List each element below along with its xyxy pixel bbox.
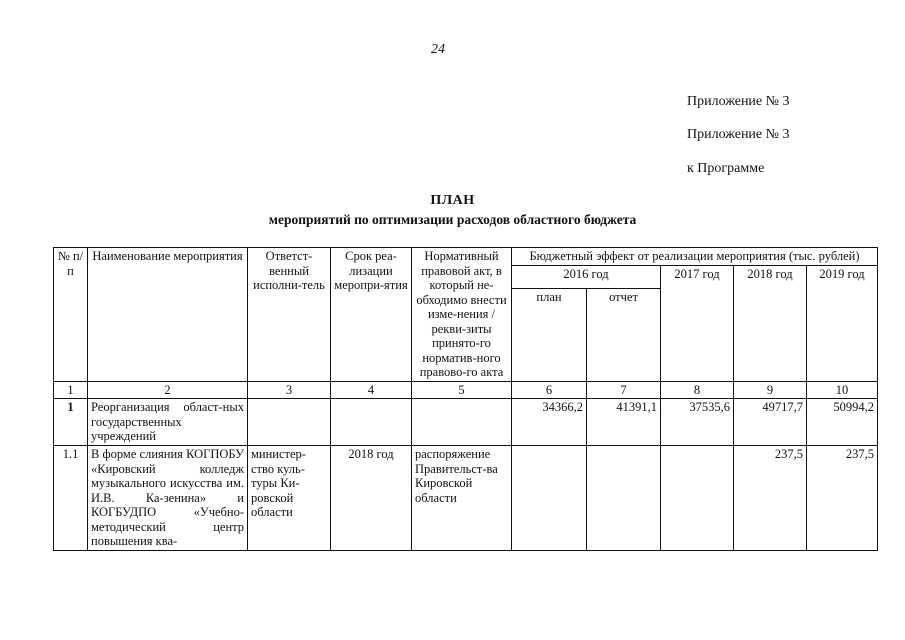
header-deadline: Срок реа-лизации меропри-ятия bbox=[331, 248, 412, 382]
header-plan: план bbox=[512, 288, 587, 381]
row-deadline bbox=[331, 399, 412, 446]
row-name: Реорганизация област-ных государственных учреждений bbox=[88, 399, 248, 446]
row-plan-2016 bbox=[512, 446, 587, 551]
column-number: 6 bbox=[512, 381, 587, 399]
header-budget-effect: Бюджетный эффект от реализации мероприятия (тыс. рублей) bbox=[512, 248, 878, 266]
document-title: ПЛАН bbox=[430, 193, 475, 208]
header-responsible: Ответст-венный исполни-тель bbox=[248, 248, 331, 382]
header-legal-act: Нормативный правовой акт, в который не-обходимо внести изме-нения / рекви-зиты принято-го норматив-ного правово-го акта bbox=[412, 248, 512, 382]
column-number: 8 bbox=[661, 381, 734, 399]
row-num: 1 bbox=[54, 399, 88, 446]
column-number-row bbox=[54, 381, 878, 399]
column-number: 4 bbox=[331, 381, 412, 399]
column-number: 5 bbox=[412, 381, 512, 399]
appendix-line-2: Приложение № 3 bbox=[687, 127, 790, 142]
column-number: 9 bbox=[734, 381, 807, 399]
row-responsible bbox=[248, 399, 331, 446]
header-name: Наименование мероприятия bbox=[88, 248, 248, 382]
row-value-2019: 237,5 bbox=[807, 446, 878, 551]
appendix-line-3: к Программе bbox=[687, 161, 765, 176]
column-number: 2 bbox=[88, 381, 248, 399]
row-value-2017: 37535,6 bbox=[661, 399, 734, 446]
header-year-2017: 2017 год bbox=[661, 265, 734, 381]
document-subtitle: мероприятий по оптимизации расходов областного бюджета bbox=[268, 212, 637, 227]
row-deadline: 2018 год bbox=[331, 446, 412, 551]
row-value-2017 bbox=[661, 446, 734, 551]
row-num: 1.1 bbox=[54, 446, 88, 551]
header-row-1 bbox=[54, 248, 878, 266]
row-value-2018: 237,5 bbox=[734, 446, 807, 551]
table-row bbox=[54, 446, 878, 551]
header-year-2019: 2019 год bbox=[807, 265, 878, 381]
row-value-2018: 49717,7 bbox=[734, 399, 807, 446]
header-year-2018: 2018 год bbox=[734, 265, 807, 381]
budget-plan-table bbox=[53, 247, 878, 551]
row-legal-act bbox=[412, 399, 512, 446]
column-number: 10 bbox=[807, 381, 878, 399]
column-number: 3 bbox=[248, 381, 331, 399]
appendix-line-1: Приложение № 3 bbox=[687, 94, 790, 109]
row-report-2016: 41391,1 bbox=[587, 399, 661, 446]
table-row bbox=[54, 399, 878, 446]
row-plan-2016: 34366,2 bbox=[512, 399, 587, 446]
header-report: отчет bbox=[587, 288, 661, 381]
row-legal-act: распоряжение Правительст-ва Кировской области bbox=[412, 446, 512, 551]
page-number: 24 bbox=[431, 42, 445, 57]
column-number: 1 bbox=[54, 381, 88, 399]
header-num: № п/п bbox=[54, 248, 88, 382]
column-number: 7 bbox=[587, 381, 661, 399]
row-value-2019: 50994,2 bbox=[807, 399, 878, 446]
row-name: В форме слияния КОГПОБУ «Кировский колледж музыкального искусства им. И.В. Ка-зенина» и КОГБУДПО «Учебно-методический центр повышения ква- bbox=[88, 446, 248, 551]
row-report-2016 bbox=[587, 446, 661, 551]
header-year-2016: 2016 год bbox=[512, 265, 661, 288]
row-responsible: министер-ство куль-туры Ки-ровской области bbox=[248, 446, 331, 551]
